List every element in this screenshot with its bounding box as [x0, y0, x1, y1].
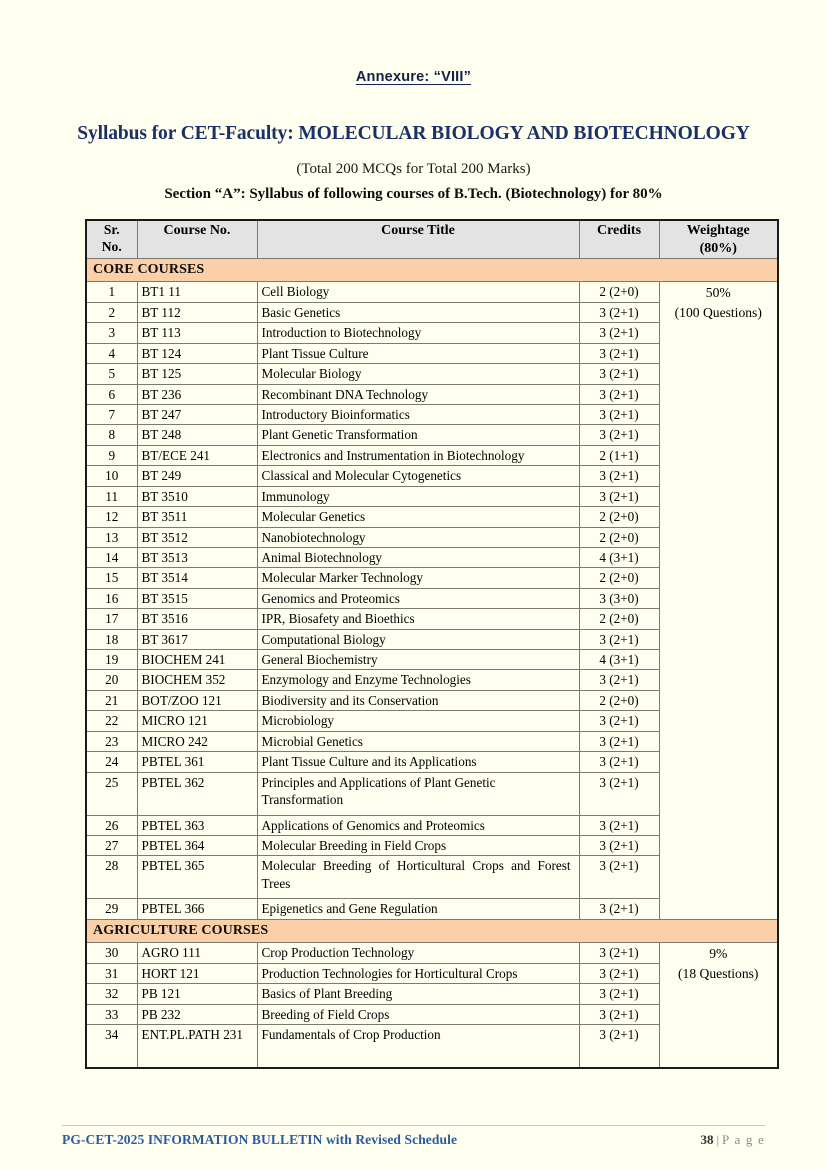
cell-course-title: Microbiology — [257, 711, 579, 731]
cell-sr-no: 10 — [86, 466, 137, 486]
cell-credits: 3 (2+1) — [579, 405, 659, 425]
cell-credits: 4 (3+1) — [579, 547, 659, 567]
footer-divider — [62, 1125, 765, 1126]
cell-credits: 2 (2+0) — [579, 507, 659, 527]
cell-course-no: BIOCHEM 241 — [137, 650, 257, 670]
column-header-weightage — [659, 220, 778, 259]
cell-credits: 3 (2+1) — [579, 836, 659, 856]
cell-course-title: Animal Biotechnology — [257, 547, 579, 567]
page-title: Syllabus for CET-Faculty: MOLECULAR BIOLOGY AND BIOTECHNOLOGY — [77, 123, 750, 144]
cell-course-no: BT 113 — [137, 323, 257, 343]
cell-sr-no: 27 — [86, 836, 137, 856]
cell-course-title: Breeding of Field Crops — [257, 1004, 579, 1024]
cell-course-title: Principles and Applications of Plant Genetic Transformation — [257, 772, 579, 815]
cell-credits: 2 (1+1) — [579, 445, 659, 465]
cell-sr-no: 1 — [86, 282, 137, 302]
cell-course-title: Plant Tissue Culture and its Applications — [257, 752, 579, 772]
cell-sr-no: 3 — [86, 323, 137, 343]
cell-credits: 3 (2+1) — [579, 343, 659, 363]
cell-course-title: Microbial Genetics — [257, 731, 579, 751]
cell-sr-no: 29 — [86, 899, 137, 919]
cell-sr-no: 25 — [86, 772, 137, 815]
cell-course-no: BT 112 — [137, 302, 257, 322]
cell-course-title: Biodiversity and its Conservation — [257, 690, 579, 710]
cell-course-title: Plant Genetic Transformation — [257, 425, 579, 445]
cell-course-no: BT 247 — [137, 405, 257, 425]
cell-course-title: Immunology — [257, 486, 579, 506]
cell-course-no: HORT 121 — [137, 963, 257, 983]
cell-credits: 2 (2+0) — [579, 690, 659, 710]
cell-sr-no: 26 — [86, 815, 137, 835]
cell-credits: 2 (2+0) — [579, 609, 659, 629]
cell-course-title: Introductory Bioinformatics — [257, 405, 579, 425]
cell-course-no: MICRO 242 — [137, 731, 257, 751]
cell-course-title: Molecular Marker Technology — [257, 568, 579, 588]
column-header-credits: Credits — [579, 220, 659, 259]
column-header-sr-no — [86, 220, 137, 259]
footer-page-indicator — [700, 1132, 765, 1148]
cell-sr-no: 19 — [86, 650, 137, 670]
cell-course-title: Electronics and Instrumentation in Biotechnology — [257, 445, 579, 465]
weightage-questions: (18 Questions) — [678, 966, 759, 982]
cell-course-no: BT 3512 — [137, 527, 257, 547]
column-header-course-title: Course Title — [257, 220, 579, 259]
weightage-percent: 50% — [705, 285, 731, 301]
cell-course-title: Classical and Molecular Cytogenetics — [257, 466, 579, 486]
cell-course-title: Molecular Breeding of Horticultural Crops and Forest Trees — [257, 856, 579, 899]
cell-credits: 3 (2+1) — [579, 323, 659, 343]
cell-sr-no: 31 — [86, 963, 137, 983]
cell-course-no: PBTEL 361 — [137, 752, 257, 772]
column-header-sr-line1: Sr. — [103, 222, 120, 237]
cell-credits: 3 (2+1) — [579, 384, 659, 404]
footer-bulletin-label: PG-CET-2025 INFORMATION BULLETIN with Revised Schedule — [62, 1132, 458, 1147]
cell-credits: 3 (2+1) — [579, 899, 659, 919]
cell-credits: 3 (2+1) — [579, 984, 659, 1004]
cell-course-title: IPR, Biosafety and Bioethics — [257, 609, 579, 629]
cell-course-no: BT1 11 — [137, 282, 257, 302]
cell-course-title: Nanobiotechnology — [257, 527, 579, 547]
cell-credits: 3 (2+1) — [579, 670, 659, 690]
marks-subtitle: (Total 200 MCQs for Total 200 Marks) — [296, 161, 531, 177]
cell-sr-no: 21 — [86, 690, 137, 710]
cell-course-no: PB 232 — [137, 1004, 257, 1024]
cell-course-no: BT 3516 — [137, 609, 257, 629]
cell-sr-no: 20 — [86, 670, 137, 690]
cell-credits: 3 (2+1) — [579, 364, 659, 384]
cell-sr-no: 34 — [86, 1025, 137, 1069]
cell-course-title: Applications of Genomics and Proteomics — [257, 815, 579, 835]
cell-course-title: Enzymology and Enzyme Technologies — [257, 670, 579, 690]
cell-course-title: Computational Biology — [257, 629, 579, 649]
cell-course-title: General Biochemistry — [257, 650, 579, 670]
cell-course-no: PBTEL 366 — [137, 899, 257, 919]
cell-course-no: BT/ECE 241 — [137, 445, 257, 465]
cell-sr-no: 18 — [86, 629, 137, 649]
cell-credits: 3 (2+1) — [579, 731, 659, 751]
cell-sr-no: 4 — [86, 343, 137, 363]
cell-credits: 3 (2+1) — [579, 943, 659, 963]
cell-sr-no: 17 — [86, 609, 137, 629]
annexure-heading — [0, 69, 827, 85]
cell-course-no: PBTEL 364 — [137, 836, 257, 856]
cell-course-no: BT 3514 — [137, 568, 257, 588]
cell-weightage — [659, 943, 778, 1068]
cell-credits: 3 (2+1) — [579, 963, 659, 983]
footer-page-number: 38 — [700, 1132, 714, 1147]
cell-course-title: Molecular Breeding in Field Crops — [257, 836, 579, 856]
cell-credits: 3 (2+1) — [579, 629, 659, 649]
cell-sr-no: 7 — [86, 405, 137, 425]
cell-course-no: BT 249 — [137, 466, 257, 486]
footer-page-separator: | — [716, 1132, 720, 1147]
cell-course-no: BT 236 — [137, 384, 257, 404]
cell-credits: 3 (3+0) — [579, 588, 659, 608]
section-a-heading: Section “A”: Syllabus of following courses of B.Tech. (Biotechnology) for 80% — [164, 186, 663, 202]
section-band-label: CORE COURSES — [86, 259, 778, 282]
column-header-sr-line2: No. — [101, 238, 122, 254]
cell-course-no: BT 125 — [137, 364, 257, 384]
cell-course-title: Genomics and Proteomics — [257, 588, 579, 608]
cell-course-title: Epigenetics and Gene Regulation — [257, 899, 579, 919]
cell-credits: 3 (2+1) — [579, 466, 659, 486]
column-header-course-no: Course No. — [137, 220, 257, 259]
cell-sr-no: 16 — [86, 588, 137, 608]
cell-credits: 2 (2+0) — [579, 282, 659, 302]
cell-sr-no: 2 — [86, 302, 137, 322]
cell-sr-no: 30 — [86, 943, 137, 963]
cell-course-no: BT 3510 — [137, 486, 257, 506]
annexure-label: Annexure: “VIII” — [355, 69, 472, 85]
cell-course-title: Recombinant DNA Technology — [257, 384, 579, 404]
cell-course-no: PB 121 — [137, 984, 257, 1004]
cell-course-no: BT 3515 — [137, 588, 257, 608]
cell-course-no: BOT/ZOO 121 — [137, 690, 257, 710]
cell-course-title: Basic Genetics — [257, 302, 579, 322]
section-band-row — [86, 259, 778, 282]
table-row — [86, 943, 778, 963]
cell-credits: 3 (2+1) — [579, 425, 659, 445]
cell-course-no: BIOCHEM 352 — [137, 670, 257, 690]
cell-sr-no: 9 — [86, 445, 137, 465]
cell-course-title: Molecular Biology — [257, 364, 579, 384]
cell-course-no: BT 3617 — [137, 629, 257, 649]
cell-course-title: Production Technologies for Horticultural Crops — [257, 963, 579, 983]
cell-course-no: PBTEL 362 — [137, 772, 257, 815]
footer-page-word: P a g e — [722, 1132, 765, 1147]
cell-sr-no: 33 — [86, 1004, 137, 1024]
cell-course-no: PBTEL 363 — [137, 815, 257, 835]
cell-credits: 3 (2+1) — [579, 856, 659, 899]
cell-sr-no: 5 — [86, 364, 137, 384]
cell-course-title: Molecular Genetics — [257, 507, 579, 527]
cell-course-title: Basics of Plant Breeding — [257, 984, 579, 1004]
cell-sr-no: 14 — [86, 547, 137, 567]
cell-sr-no: 11 — [86, 486, 137, 506]
column-header-weightage-line1: Weightage — [686, 223, 750, 238]
cell-credits: 3 (2+1) — [579, 815, 659, 835]
cell-course-no: ENT.PL.PATH 231 — [137, 1025, 257, 1069]
cell-credits: 3 (2+1) — [579, 486, 659, 506]
cell-course-no: BT 124 — [137, 343, 257, 363]
cell-sr-no: 22 — [86, 711, 137, 731]
cell-sr-no: 15 — [86, 568, 137, 588]
table-header-row — [86, 220, 778, 259]
cell-sr-no: 28 — [86, 856, 137, 899]
table-body — [86, 259, 778, 1069]
cell-sr-no: 12 — [86, 507, 137, 527]
cell-course-title: Fundamentals of Crop Production — [257, 1025, 579, 1069]
syllabus-table-container — [85, 219, 779, 1069]
cell-course-no: BT 248 — [137, 425, 257, 445]
cell-credits: 3 (2+1) — [579, 752, 659, 772]
cell-sr-no: 8 — [86, 425, 137, 445]
cell-course-title: Plant Tissue Culture — [257, 343, 579, 363]
cell-course-no: MICRO 121 — [137, 711, 257, 731]
table-row — [86, 282, 778, 302]
cell-course-no: BT 3511 — [137, 507, 257, 527]
cell-sr-no: 13 — [86, 527, 137, 547]
cell-course-no: AGRO 111 — [137, 943, 257, 963]
table-header — [86, 220, 778, 259]
cell-sr-no: 24 — [86, 752, 137, 772]
cell-credits: 2 (2+0) — [579, 527, 659, 547]
cell-credits: 3 (2+1) — [579, 1025, 659, 1069]
weightage-percent: 9% — [709, 946, 728, 962]
cell-credits: 4 (3+1) — [579, 650, 659, 670]
cell-credits: 3 (2+1) — [579, 302, 659, 322]
cell-credits: 3 (2+1) — [579, 772, 659, 815]
cell-sr-no: 23 — [86, 731, 137, 751]
cell-weightage — [659, 282, 778, 919]
cell-credits: 2 (2+0) — [579, 568, 659, 588]
cell-course-no: BT 3513 — [137, 547, 257, 567]
cell-course-no: PBTEL 365 — [137, 856, 257, 899]
column-header-weightage-line2: (80%) — [699, 240, 737, 256]
cell-course-title: Crop Production Technology — [257, 943, 579, 963]
cell-course-title: Cell Biology — [257, 282, 579, 302]
cell-credits: 3 (2+1) — [579, 1004, 659, 1024]
cell-sr-no: 6 — [86, 384, 137, 404]
page-footer — [62, 1132, 765, 1148]
cell-course-title: Introduction to Biotechnology — [257, 323, 579, 343]
section-band-row — [86, 919, 778, 942]
section-band-label: AGRICULTURE COURSES — [86, 919, 778, 942]
cell-sr-no: 32 — [86, 984, 137, 1004]
syllabus-table — [85, 219, 779, 1069]
weightage-questions: (100 Questions) — [674, 305, 762, 321]
cell-credits: 3 (2+1) — [579, 711, 659, 731]
